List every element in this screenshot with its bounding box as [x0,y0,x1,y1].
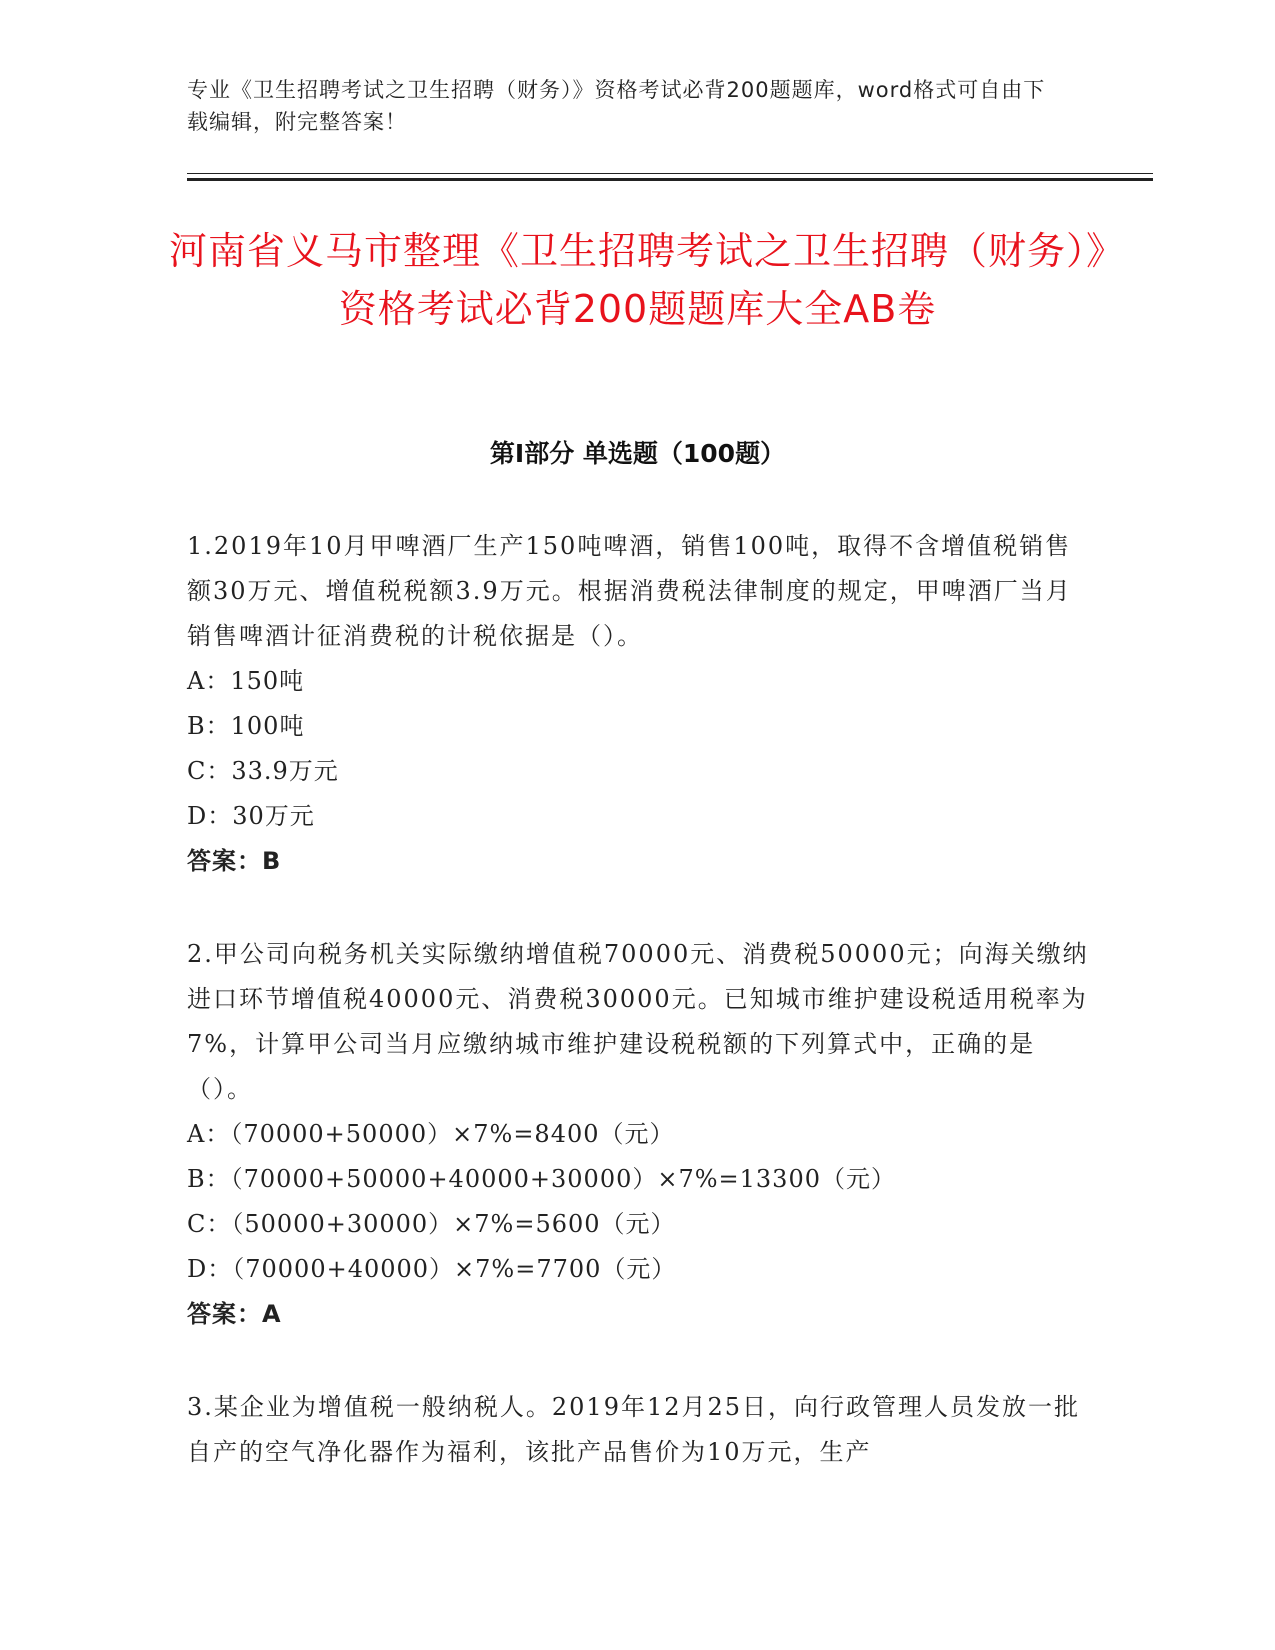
option-c: C：（50000+30000）×7%=5600（元） [187,1210,676,1238]
section-title: 第I部分 单选题（100题） [489,439,786,468]
question-stem: 1.2019年10月甲啤酒厂生产150吨啤酒，销售100吨，取得不含增值税销售额30万元、增值税税额3.9万元。根据消费税法律制度的规定，甲啤酒厂当月销售啤酒计征消费税的计税依据是（）。 [187,532,1072,650]
option-b: B：100吨 [187,712,305,740]
document-title: 河南省义马市整理《卫生招聘考试之卫生招聘（财务）》资格考试必背200题题库大全AB卷 [168,229,1106,331]
question-2 [187,932,1092,1337]
header-rule-thin [187,173,1153,174]
answer: 答案：B [187,847,282,875]
answer: 答案：A [187,1300,282,1328]
option-b: B：（70000+50000+40000+30000）×7%=13300（元） [187,1165,896,1193]
option-a: A：150吨 [187,667,305,695]
question-stem: 3.某企业为增值税一般纳税人。2019年12月25日，向行政管理人员发放一批自产的空气净化器作为福利，该批产品售价为10万元，生产 [187,1393,1081,1466]
header-rule-thick [187,178,1153,181]
question-3 [187,1385,1092,1475]
header-note: 专业《卫生招聘考试之卫生招聘（财务）》资格考试必背200题题库，word格式可自由下载编辑，附完整答案！ [187,78,1046,134]
question-1 [187,524,1092,884]
question-stem: 2.甲公司向税务机关实际缴纳增值税70000元、消费税50000元；向海关缴纳进口环节增值税40000元、消费税30000元。已知城市维护建设税适用税率为7%，计算甲公司当月应缴纳城市维护建设税税额的下列算式中，正确的是（）。 [187,940,1089,1103]
option-d: D：（70000+40000）×7%=7700（元） [187,1255,677,1283]
option-a: A：（70000+50000）×7%=8400（元） [187,1120,675,1148]
option-d: D：30万元 [187,802,315,830]
option-c: C：33.9万元 [187,757,339,785]
